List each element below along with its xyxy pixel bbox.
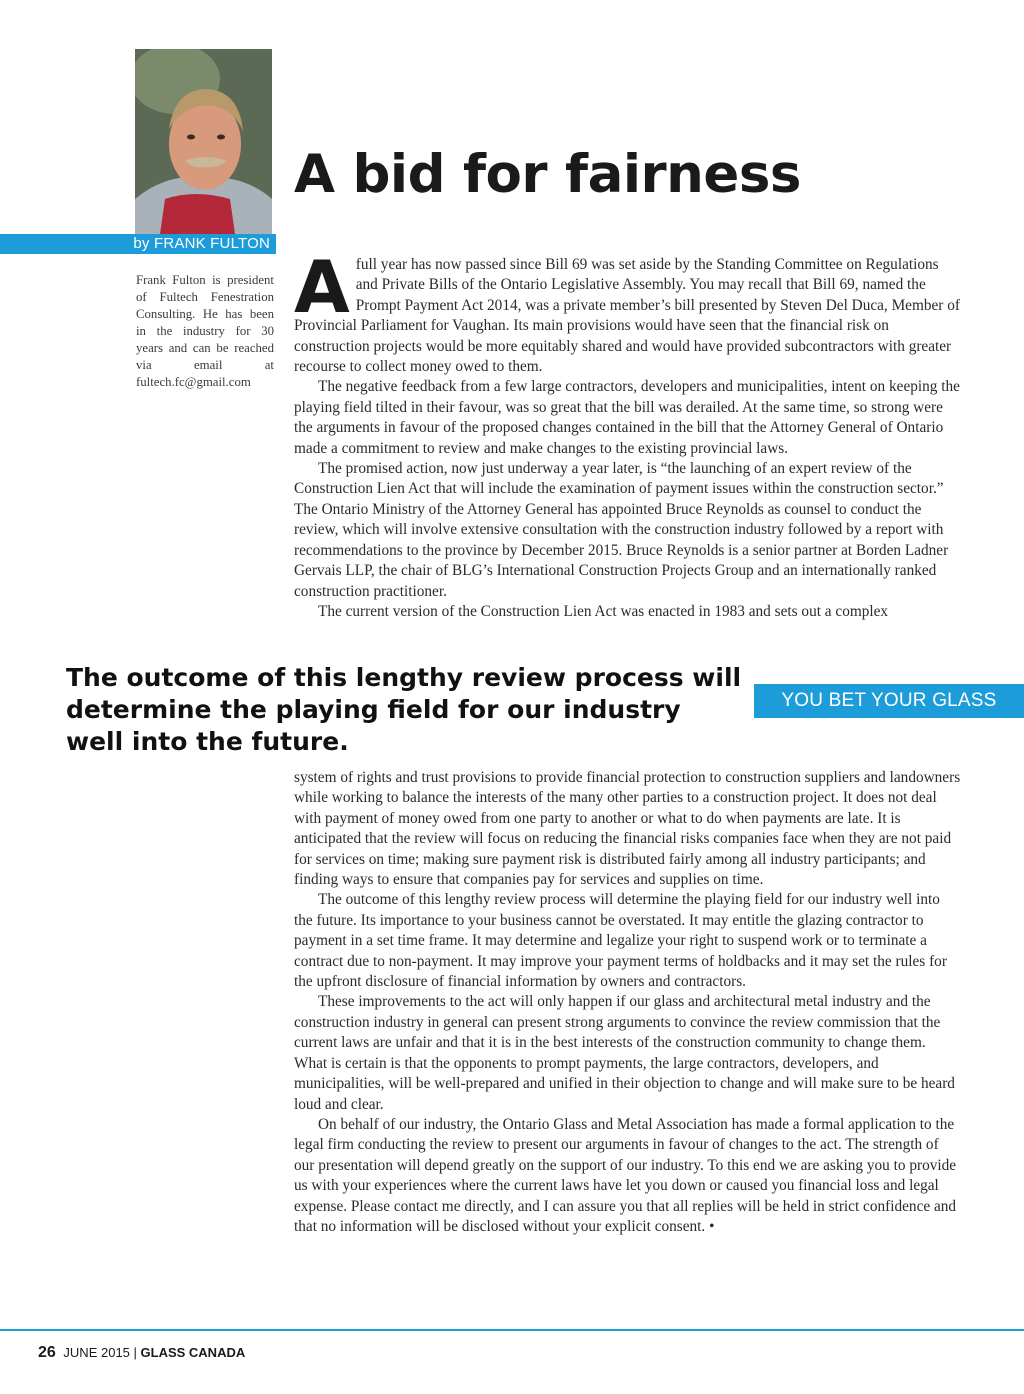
- byline: by FRANK FULTON: [133, 235, 270, 252]
- author-portrait-icon: [135, 49, 272, 234]
- page-number: 26: [38, 1344, 56, 1361]
- paragraph-7: On behalf of our industry, the Ontario Glass and Metal Association has made a formal application to the legal firm conducting the review to present our arguments in favour of changes to the act. The strength of our presentation will depend greatly on the support of our industry. To this end we are asking you to provide us with your experiences where the current laws have let you down or caused you financial loss and legal expense. Please contact me directly, and I can assure you that all replies will be held in strict confidence and that no information will be disclosed without your explicit consent. •: [294, 1115, 957, 1235]
- paragraph-3: The promised action, now just underway a year later, is “the launching of an expert review of the Construction Lien Act that will include the examination of payment issues within the construction sector.” The Ontario Ministry of the Attorney General has appointed Bruce Reynolds as counsel to conduct the review, which will involve extensive consultation with the construction industry followed by a report with recommendations to the province by December 2015. Bruce Reynolds is a senior partner at Borden Ladner Gervais LLP, the chair of BLG’s International Construction Projects Group and an internationally ranked construction practitioner.: [294, 460, 949, 600]
- article-title: A bid for fairness: [294, 144, 801, 205]
- paragraph-2: The negative feedback from a few large contractors, developers and municipalities, intent on keeping the playing field tilted in their favour, was so great that the bill was derailed. At the same time, so strong were the arguments in favour of the proposed changes contained in the bill that the Attorney General of Ontario made a commitment to review and make changes to the existing provincial laws.: [294, 378, 960, 457]
- author-photo: [135, 49, 272, 234]
- author-bio: Frank Fulton is president of Fultech Fenestration Consulting. He has been in the industry for 30 years and can be reached via email at fultech.fc@gmail.com: [136, 273, 274, 389]
- magazine-name: GLASS CANADA: [140, 1345, 246, 1360]
- paragraph-4-cont: system of rights and trust provisions to provide financial protection to construction suppliers and landowners while working to balance the interests of the many other parties to a construction project. It does not deal with payment of money owed from one party to another or what to do when payments are late. It is anticipated that the review will focus on reducing the financial risks companies face when they are not paid for services on time; making sure payment risk is distributed fairly among all industry participants; and finding ways to ensure that companies pay for services and supplies on time.: [294, 769, 961, 889]
- column-tag: YOU BET YOUR GLASS: [754, 684, 1024, 718]
- paragraph-4-start: The current version of the Construction Lien Act was enacted in 1983 and sets out a complex: [318, 602, 889, 620]
- article-body-bottom: [294, 768, 962, 1237]
- footer-divider: [0, 1329, 1024, 1331]
- article-body-top: [294, 245, 962, 622]
- paragraph-5: The outcome of this lengthy review process will determine the playing field for our industry well into the future. Its importance to your business cannot be overstated. It may entitle the glazing contractor to payment in a set time frame. It may determine and legalize your right to suspend work or to terminate a contract due to non-payment. It may improve your payment terms of holdbacks and it may set the rules for the upfront disclosure of financial information by owners and contractors.: [294, 891, 947, 991]
- issue-date: JUNE 2015 |: [63, 1345, 137, 1360]
- paragraph-6: These improvements to the act will only happen if our glass and architectural metal industry and the construction industry in general can present strong arguments to convince the review commission that the current laws are unfair and that it is in the best interests of the construction community to change them. What is certain is that the opponents to prompt payments, the large contractors, developers, and municipalities, will be well-prepared and unified in their objection to change and will make sure to be heard loud and clear.: [294, 993, 955, 1113]
- paragraph-1-text: full year has now passed since Bill 69 was set aside by the Standing Committee on Regulations and Private Bills of the Ontario Legislative Assembly. You may recall that Bill 69, named the Prompt Payment Act 2014, was a private member’s bill presented by Steven Del Duca, Member of Provincial Parliament for Vaughan. Its main provisions would have seen that the financial risk on construction projects would be more equitably shared and would have provided subcontractors with greater recourse to collect money owed to them.: [294, 256, 960, 376]
- dropcap: A: [294, 245, 350, 329]
- byline-bar: [0, 234, 276, 254]
- paragraph-1: [294, 245, 962, 377]
- page-footer: [38, 1344, 245, 1362]
- pull-quote: The outcome of this lengthy review process will determine the playing field for our industry well into the future.: [66, 663, 742, 756]
